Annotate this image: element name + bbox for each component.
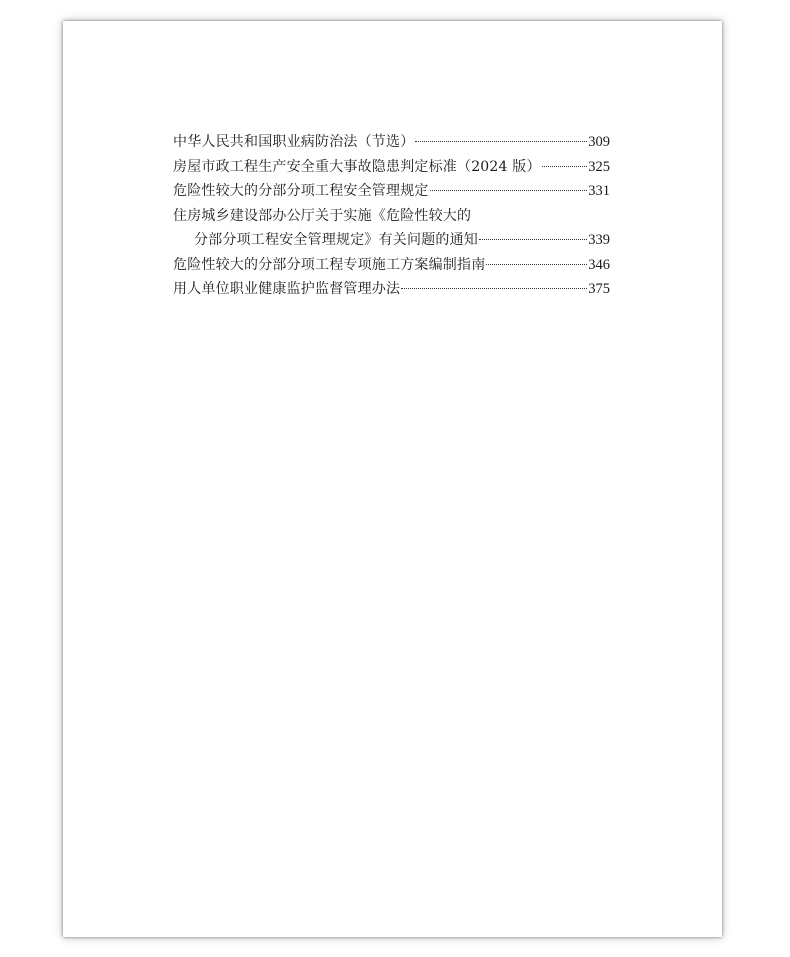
toc-entry-title: 分部分项工程安全管理规定》有关问题的通知 [194,232,478,248]
toc-entry-page: 325 [588,158,610,175]
toc-entry-page: 375 [588,281,610,297]
dot-leader [415,141,587,142]
table-of-contents [173,130,610,302]
toc-entry-title: 住房城乡建设部办公厅关于实施《危险性较大的 [173,207,472,224]
dot-leader [479,239,587,240]
dot-leader [401,288,587,289]
toc-entry[interactable] [173,253,610,278]
dot-leader [542,166,588,167]
toc-entry-title: 中华人民共和国职业病防治法（节选） [173,134,415,150]
toc-entry-page: 309 [588,134,610,150]
toc-entry-title: 危险性较大的分部分项工程安全管理规定 [173,183,429,199]
toc-entry-continuation[interactable] [173,228,610,253]
toc-entry[interactable] [173,155,610,180]
toc-entry-first-line[interactable] [173,204,610,229]
dot-leader [430,190,588,191]
toc-entry-title: 危险性较大的分部分项工程专项施工方案编制指南 [173,256,486,273]
toc-entry[interactable] [173,277,610,302]
toc-entry-page: 331 [588,183,610,199]
toc-entry-title: 房屋市政工程生产安全重大事故隐患判定标准（2024 版） [173,158,541,175]
book-page [63,21,722,937]
dot-leader [486,264,587,265]
toc-entry[interactable] [173,130,610,155]
toc-entry-page: 339 [588,232,610,248]
toc-entry[interactable] [173,179,610,204]
toc-entry-page: 346 [588,256,610,273]
toc-entry-title: 用人单位职业健康监护监督管理办法 [173,281,401,297]
